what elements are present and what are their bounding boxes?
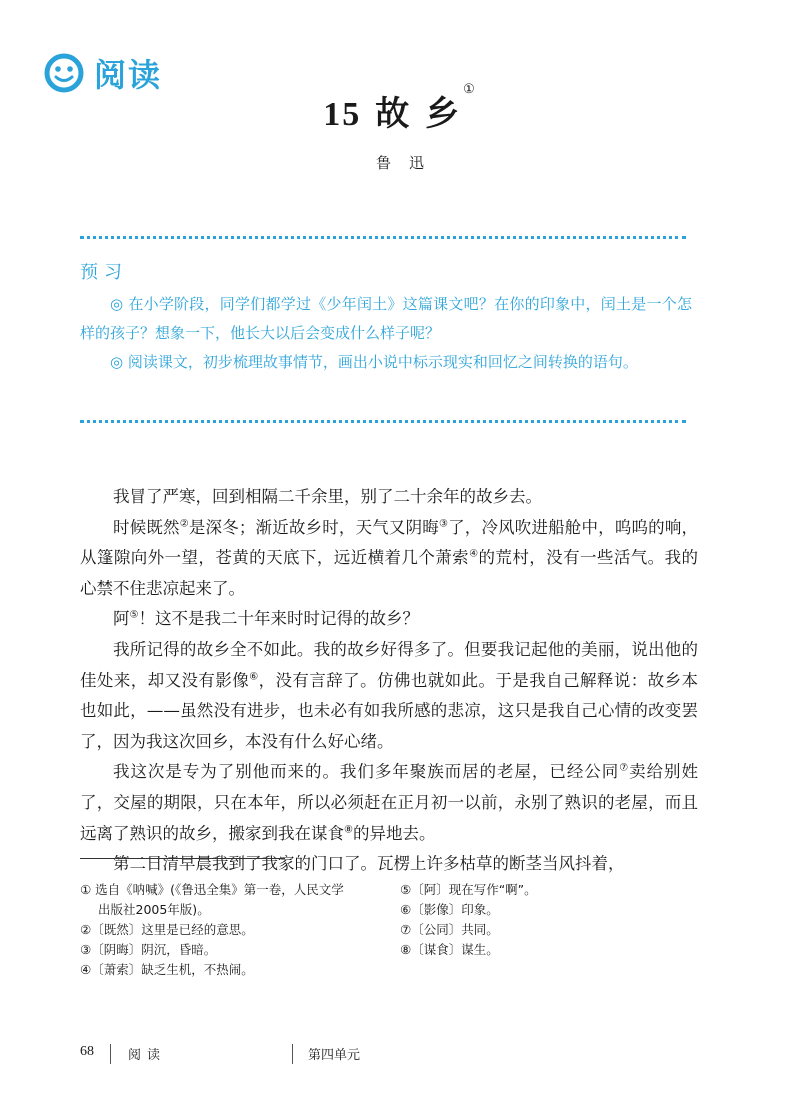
page-number: 68: [80, 1044, 94, 1059]
footnote: ⑥〔影像〕印象。: [400, 902, 499, 917]
paragraph: 阿⑤！这不是我二十年来时时记得的故乡？: [113, 609, 419, 629]
footnote: ⑧〔谋食〕谋生。: [400, 942, 499, 957]
footnote: ⑤〔阿〕现在写作“啊”。: [400, 882, 537, 897]
title-footnote-marker: ①: [463, 82, 477, 97]
footnote: ① 选自《呐喊》(《鲁迅全集》第一卷，人民文学: [80, 882, 344, 897]
lesson-title: [0, 82, 800, 135]
footnote-ref: ⑥: [249, 671, 259, 683]
footnote-ref: ④: [469, 548, 479, 560]
paragraph: 我这次是专为了别他而来的。我们多年聚族而居的老屋，已经公同⑦卖给别姓了，交屋的期限，只在本年，所以必须赶在正月初一以前，永别了熟识的老屋，而且远离了熟识的故乡，搬家到我在谋食⑧的异地去。: [80, 762, 699, 843]
preview-box: [80, 258, 692, 377]
paragraph: 我所记得的故乡全不如此。我的故乡好得多了。但要我记起他的美丽，说出他的佳处来，却又没有影像⑥，没有言辞了。仿佛也就如此。于是我自己解释说：故乡本也如此，——虽然没有进步，也未必有如我所感的悲凉，这只是我自己心情的改变罢了，因为我这次回乡，本没有什么好心绪。: [80, 639, 699, 751]
paragraph: 我冒了严寒，回到相隔二千余里，别了二十余年的故乡去。: [113, 487, 542, 506]
footnote-ref: ⑧: [344, 824, 353, 836]
footnote-ref: ②: [179, 518, 189, 530]
section-label: 阅读: [94, 56, 163, 94]
footnote: 出版社2005年版)。: [98, 902, 210, 917]
footnote: ⑦〔公同〕共同。: [400, 922, 499, 937]
footer-divider: [292, 1044, 293, 1064]
footer-unit: 第四单元: [308, 1048, 361, 1063]
footnote-rule: [80, 858, 285, 859]
preview-item: ◎ 在小学阶段，同学们都学过《少年闰土》这篇课文吧？在你的印象中，闰土是一个怎样的孩子？想象一下，他长大以后会变成什么样子呢？: [80, 295, 692, 342]
footer-divider: [110, 1044, 111, 1064]
lesson-title-text: 故 乡: [375, 94, 462, 134]
footnote: ③〔阴晦〕阴沉，昏暗。: [80, 942, 217, 957]
footnote: ②〔既然〕这里是已经的意思。: [80, 922, 254, 937]
article-body: [80, 482, 698, 880]
footnotes-left: [80, 880, 380, 980]
preview-item: ◎ 阅读课文，初步梳理故事情节，画出小说中标示现实和回忆之间转换的语句。: [110, 353, 638, 371]
footnote: ④〔萧索〕缺乏生机，不热闹。: [80, 962, 254, 977]
footer-section: 阅读: [128, 1048, 167, 1063]
paragraph: 第二日清早晨我到了我家的门口了。瓦楞上许多枯草的断茎当风抖着，: [113, 854, 625, 874]
paragraph: 时候既然②是深冬；渐近故乡时，天气又阴晦③了，冷风吹进船舱中，呜呜的响，从篷隙向外一望，苍黄的天底下，远近横着几个萧索④的荒村，没有一些活气。我的心禁不住悲凉起来了。: [80, 517, 699, 598]
lesson-number: 15: [323, 96, 362, 133]
divider-top: [80, 236, 686, 239]
page-footer: [80, 1044, 720, 1068]
footnotes-right: [400, 880, 700, 960]
footnote-ref: ⑦: [619, 762, 630, 774]
author: 鲁迅: [375, 154, 442, 172]
footnote-ref: ③: [438, 518, 449, 530]
preview-title: 预习: [80, 262, 128, 283]
footnote-ref: ⑤: [129, 609, 139, 621]
divider-bottom: [80, 420, 686, 423]
